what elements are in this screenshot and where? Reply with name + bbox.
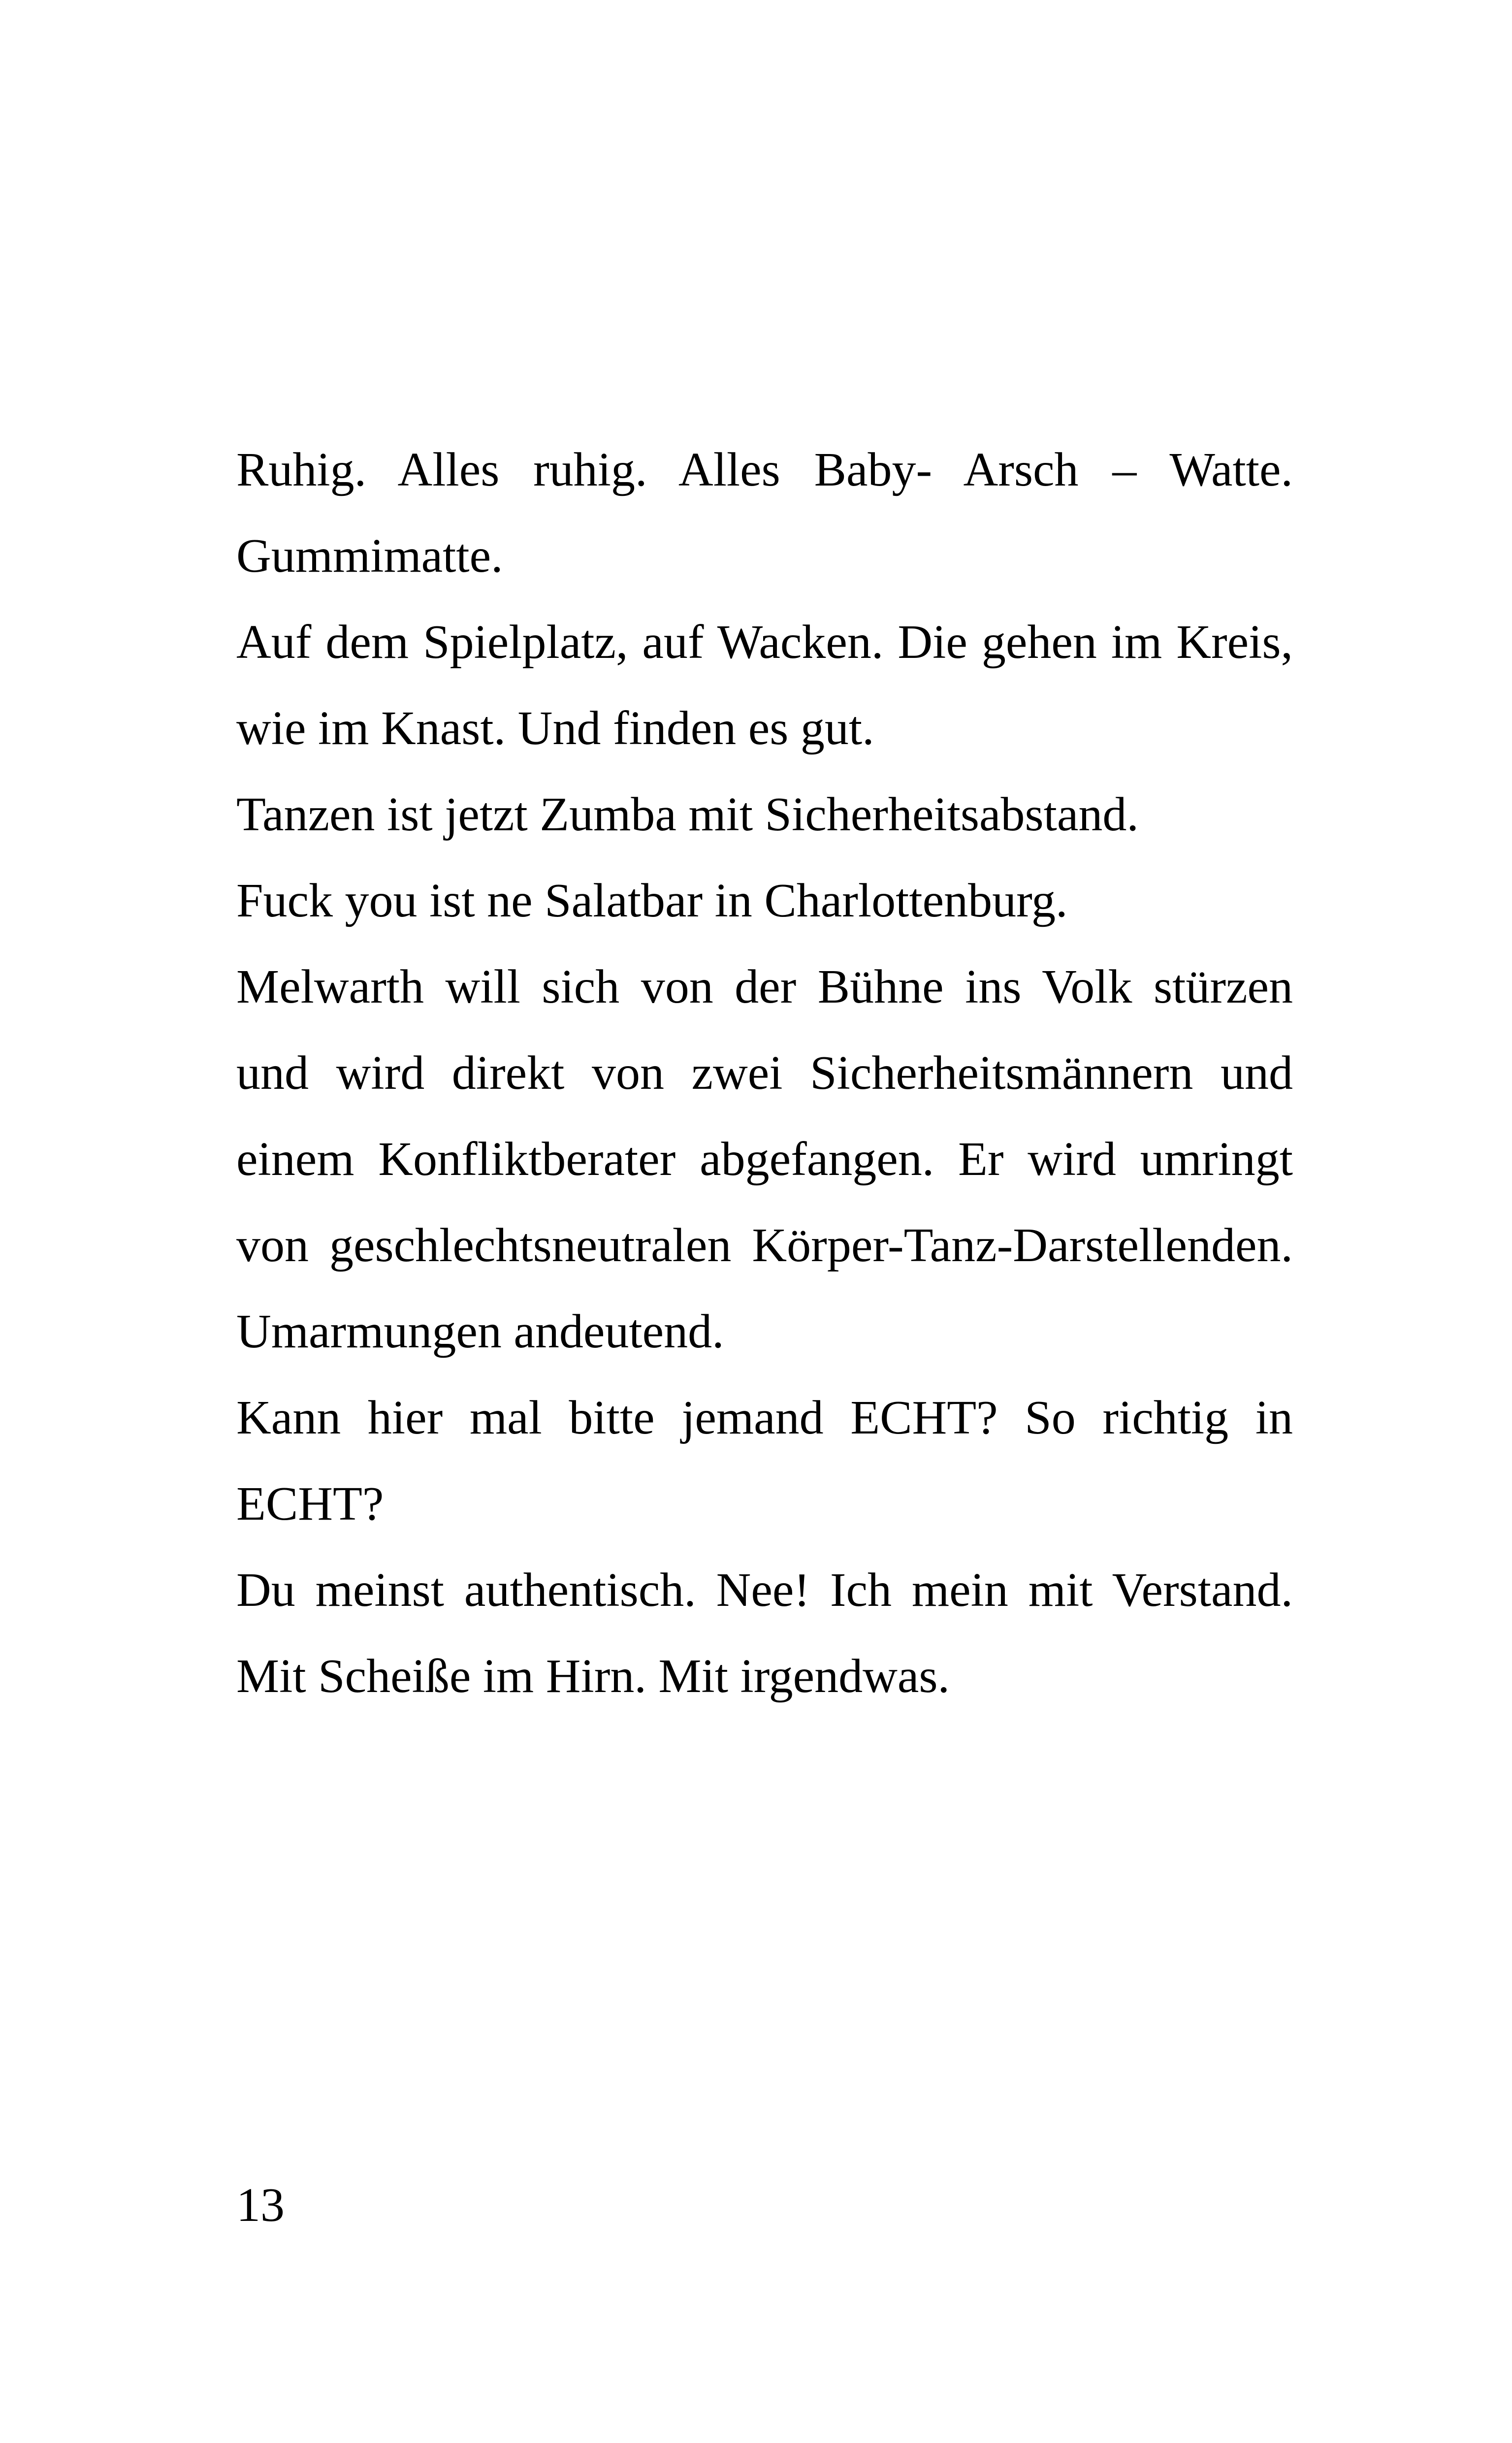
paragraph: Du meinst authentisch. Nee! Ich mein mit Verstand. Mit Scheiße im Hirn. Mit irgendwas. bbox=[236, 1564, 1293, 1703]
body-text bbox=[236, 427, 1293, 1720]
paragraph: Fuck you ist ne Salatbar in Charlottenburg. bbox=[236, 874, 1068, 927]
paragraph: Tanzen ist jetzt Zumba mit Sicherheitsabstand. bbox=[236, 788, 1139, 841]
paragraph: Melwarth will sich von der Bühne ins Volk stürzen und wird direkt von zwei Sicherheitsmännern und einem Konfliktberater abgefangen. Er wird umringt von geschlechtsneutralen Körper-Tanz-Darstellenden. Umarmungen andeutend. bbox=[236, 960, 1293, 1358]
page-number: 13 bbox=[236, 2179, 285, 2232]
paragraph: Auf dem Spielplatz, auf Wacken. Die gehen im Kreis, wie im Knast. Und finden es gut. bbox=[236, 616, 1293, 755]
paragraph: Ruhig. Alles ruhig. Alles Baby- Arsch – Watte. Gummimatte. bbox=[236, 443, 1293, 583]
paragraph: Kann hier mal bitte jemand ECHT? So richtig in ECHT? bbox=[236, 1391, 1293, 1531]
